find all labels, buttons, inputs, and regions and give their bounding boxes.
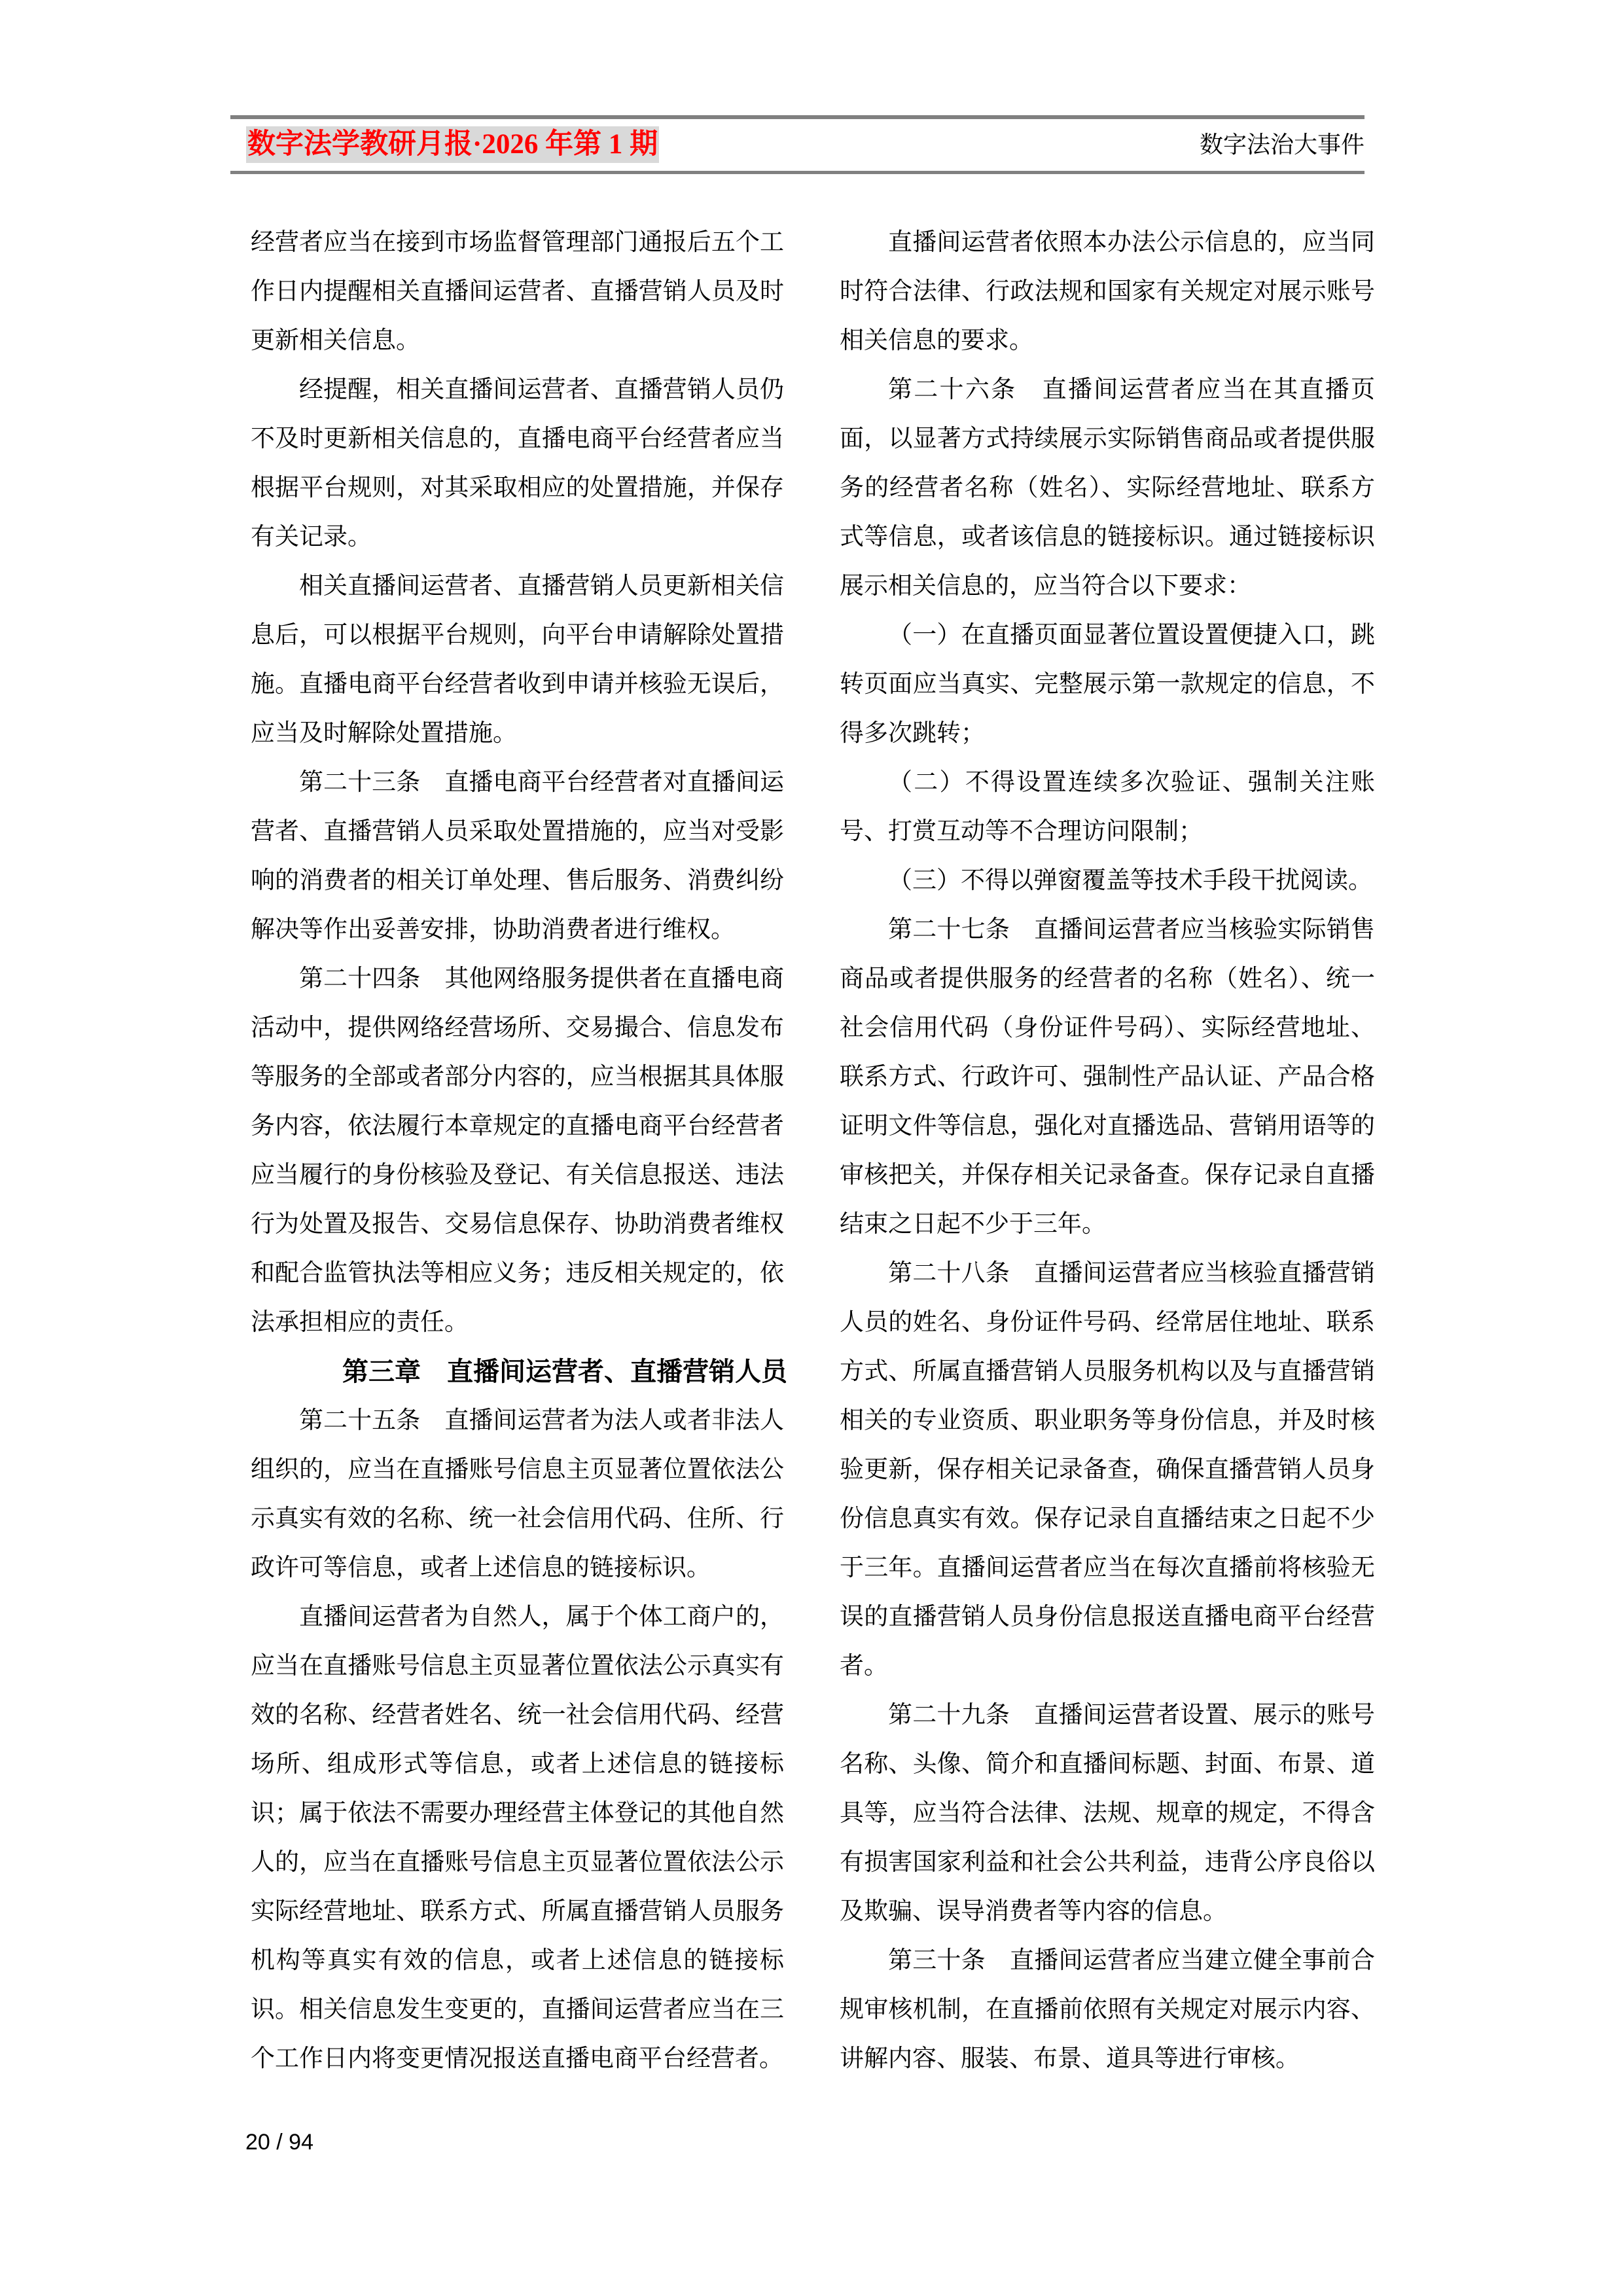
paragraph: 直播间运营者依照本办法公示信息的，应当同时符合法律、行政法规和国家有关规定对展示账号相关信息的要求。	[840, 229, 1375, 354]
paragraph: 经提醒，相关直播间运营者、直播营销人员仍不及时更新相关信息的，直播电商平台经营者应当根据平台规则，对其采取相应的处置措施，并保存有关记录。	[251, 376, 784, 550]
section-title: 数字法治大事件	[1199, 132, 1364, 158]
paragraph: 第二十三条 直播电商平台经营者对直播间运营者、直播营销人员采取处置措施的，应当对受影响的消费者的相关订单处理、售后服务、消费纠纷解决等作出妥善安排，协助消费者进行维权。	[251, 769, 784, 943]
right-text-column	[840, 218, 1375, 2083]
page-number: 20 / 94	[245, 2130, 313, 2155]
chapter-heading: 第三章 直播间运营者、直播营销人员	[342, 1357, 787, 1386]
paragraph: （三）不得以弹窗覆盖等技术手段干扰阅读。	[888, 867, 1372, 894]
paragraph: 第二十八条 直播间运营者应当核验直播营销人员的姓名、身份证件号码、经常居住地址、联系方式、所属直播营销人员服务机构以及与直播营销相关的专业资质、职业职务等身份信息，并及时核验更新，保存相关记录备查，确保直播营销人员身份信息真实有效。保存记录自直播结束之日起不少于三年。直播间运营者应当在每次直播前将核验无误的直播营销人员身份信息报送直播电商平台经营者。	[840, 1260, 1375, 1679]
header-top-rule	[230, 115, 1364, 119]
paragraph: 经营者应当在接到市场监督管理部门通报后五个工作日内提醒相关直播间运营者、直播营销人员及时更新相关信息。	[251, 229, 784, 354]
paragraph: 相关直播间运营者、直播营销人员更新相关信息后，可以根据平台规则，向平台申请解除处置措施。直播电商平台经营者收到申请并核验无误后，应当及时解除处置措施。	[251, 573, 784, 747]
header-bottom-rule	[230, 171, 1364, 174]
paragraph: 第二十五条 直播间运营者为法人或者非法人组织的，应当在直播账号信息主页显著位置依法公示真实有效的名称、统一社会信用代码、住所、行政许可等信息，或者上述信息的链接标识。	[251, 1407, 784, 1581]
paragraph: 第二十九条 直播间运营者设置、展示的账号名称、头像、简介和直播间标题、封面、布景、道具等，应当符合法律、法规、规章的规定，不得含有损害国家利益和社会公共利益，违背公序良俗以及欺骗、误导消费者等内容的信息。	[840, 1702, 1375, 1925]
paragraph: 直播间运营者为自然人，属于个体工商户的，应当在直播账号信息主页显著位置依法公示真实有效的名称、经营者姓名、统一社会信用代码、经营场所、组成形式等信息，或者上述信息的链接标识；属于依法不需要办理经营主体登记的其他自然人的，应当在直播账号信息主页显著位置依法公示实际经营地址、联系方式、所属直播营销人员服务机构等真实有效的信息，或者上述信息的链接标识。相关信息发生变更的，直播间运营者应当在三个工作日内将变更情况报送直播电商平台经营者。	[251, 1604, 784, 2072]
paragraph: 第二十七条 直播间运营者应当核验实际销售商品或者提供服务的经营者的名称（姓名）、统一社会信用代码（身份证件号码）、实际经营地址、联系方式、行政许可、强制性产品认证、产品合格证明文件等信息，强化对直播选品、营销用语等的审核把关，并保存相关记录备查。保存记录自直播结束之日起不少于三年。	[840, 916, 1375, 1238]
paragraph: 第三十条 直播间运营者应当建立健全事前合规审核机制，在直播前依照有关规定对展示内容、讲解内容、服装、布景、道具等进行审核。	[840, 1947, 1375, 2072]
paragraph: （二）不得设置连续多次验证、强制关注账号、打赏互动等不合理访问限制；	[840, 769, 1375, 845]
left-text-column	[251, 218, 787, 2083]
journal-title: 数字法学教研月报·2026 年第 1 期	[246, 126, 659, 163]
paragraph: 第二十六条 直播间运营者应当在其直播页面，以显著方式持续展示实际销售商品或者提供服务的经营者名称（姓名）、实际经营地址、联系方式等信息，或者该信息的链接标识。通过链接标识展示相关信息的，应当符合以下要求：	[840, 376, 1375, 600]
paragraph: 第二十四条 其他网络服务提供者在直播电商活动中，提供网络经营场所、交易撮合、信息发布等服务的全部或者部分内容的，应当根据其具体服务内容，依法履行本章规定的直播电商平台经营者应当履行的身份核验及登记、有关信息报送、违法行为处置及报告、交易信息保存、协助消费者维权和配合监管执法等相应义务；违反相关规定的，依法承担相应的责任。	[251, 965, 784, 1336]
paragraph: （一）在直播页面显著位置设置便捷入口，跳转页面应当真实、完整展示第一款规定的信息，不得多次跳转；	[840, 622, 1375, 747]
